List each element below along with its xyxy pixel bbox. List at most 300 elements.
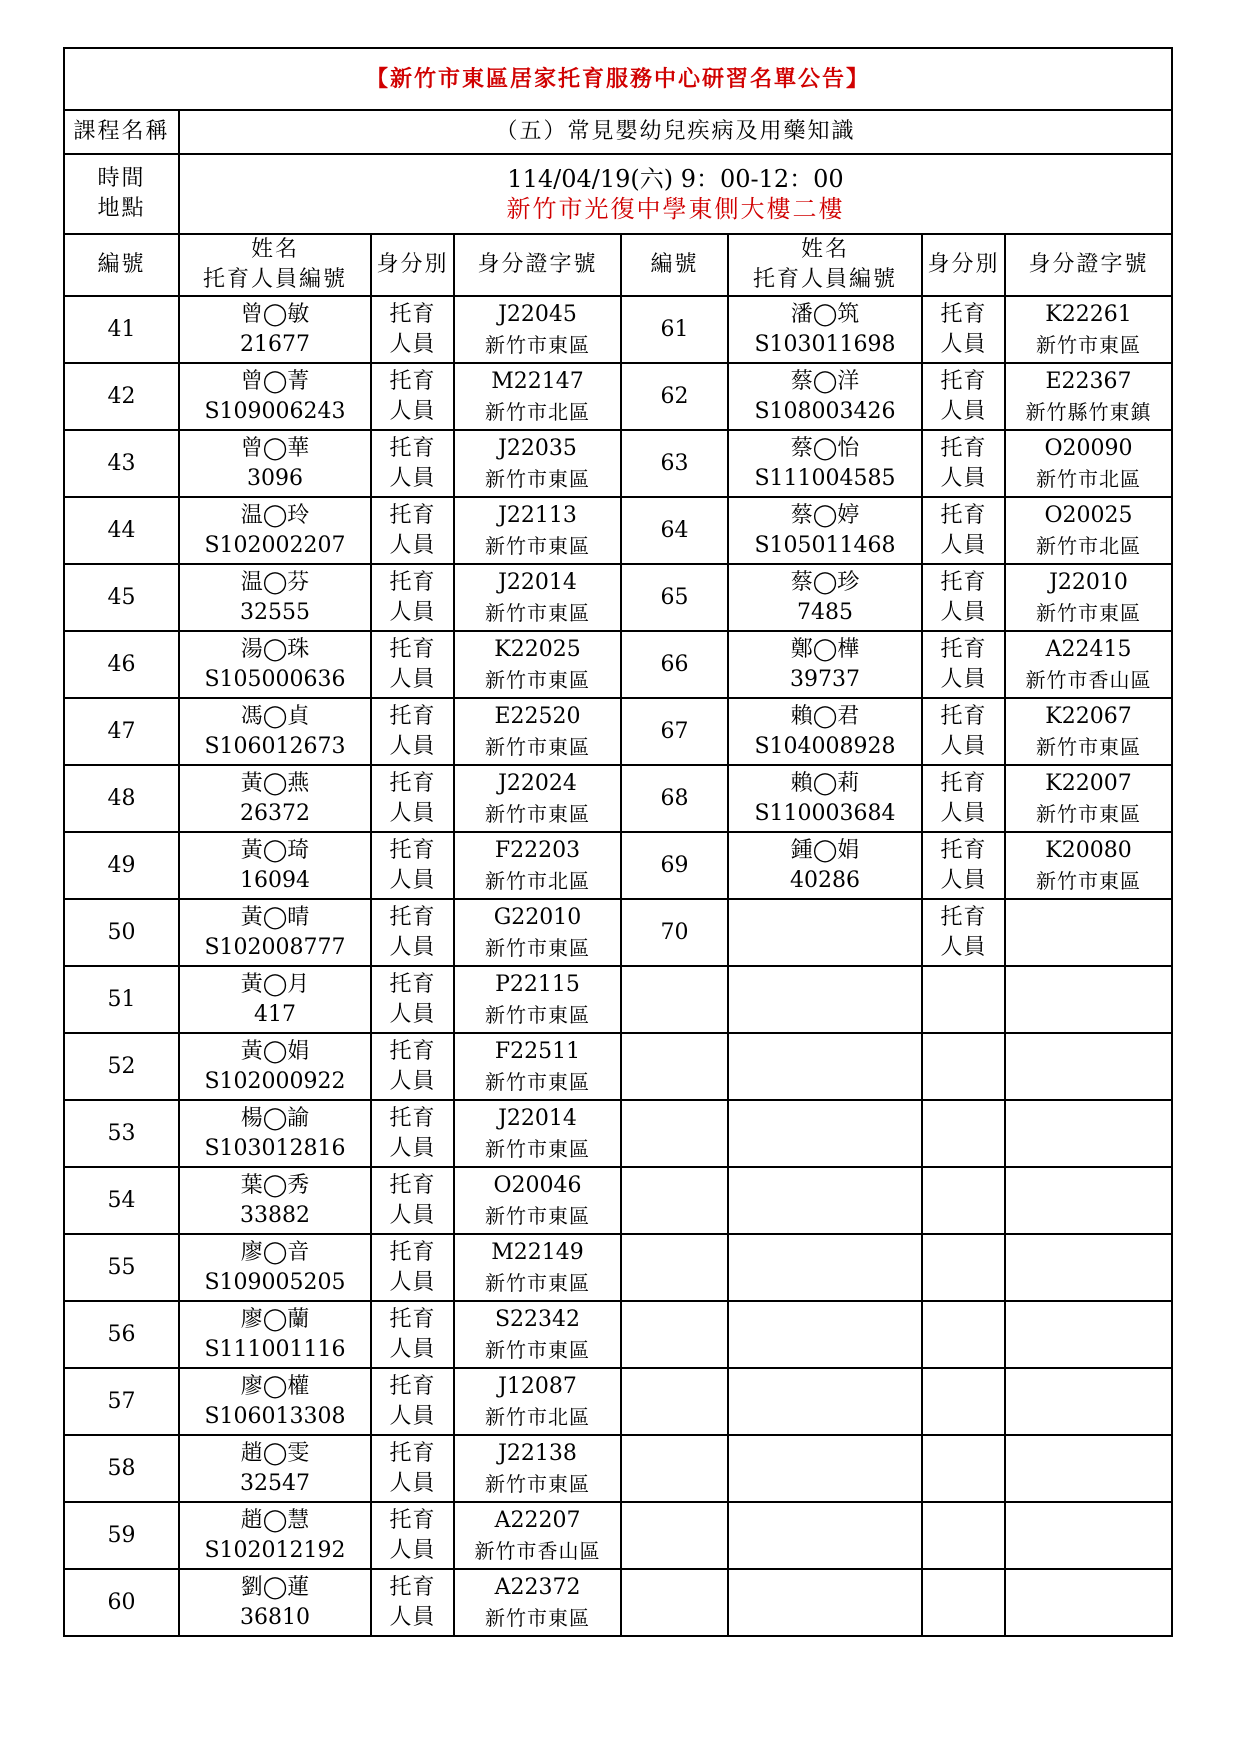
entry-role bbox=[371, 765, 454, 832]
entry-role-line1: 托育 bbox=[389, 1038, 436, 1064]
table-row bbox=[64, 296, 1172, 363]
entry-name: 賴◯莉 bbox=[790, 770, 860, 796]
table-row bbox=[64, 1435, 1172, 1502]
entry-role-line2: 人員 bbox=[389, 1202, 436, 1228]
entry-name-code bbox=[179, 765, 371, 832]
entry-number: 64 bbox=[621, 497, 728, 564]
entry-id-area bbox=[454, 966, 621, 1033]
roster-table bbox=[63, 47, 1173, 1637]
entry-number bbox=[621, 1301, 728, 1368]
entry-id-area bbox=[1005, 1368, 1172, 1435]
entry-name: 賴◯君 bbox=[790, 703, 860, 729]
entry-name: 曾◯華 bbox=[240, 435, 310, 461]
entry-id-area bbox=[454, 430, 621, 497]
entry-role-line2: 人員 bbox=[389, 599, 436, 625]
entry-role-line1: 托育 bbox=[389, 1306, 436, 1332]
entry-role bbox=[922, 1301, 1005, 1368]
entry-number: 41 bbox=[64, 296, 179, 363]
entry-role-line1: 托育 bbox=[389, 770, 436, 796]
entry-role bbox=[371, 1033, 454, 1100]
entry-name: 蔡◯怡 bbox=[790, 435, 860, 461]
entry-role bbox=[371, 698, 454, 765]
entry-caregiver-code: S110003684 bbox=[754, 800, 896, 826]
entry-role bbox=[371, 899, 454, 966]
entry-name: 楊◯諭 bbox=[240, 1105, 310, 1131]
table-row bbox=[64, 1234, 1172, 1301]
entry-role-line1: 托育 bbox=[940, 368, 987, 394]
entry-id-area bbox=[1005, 631, 1172, 698]
entry-caregiver-code: S106013308 bbox=[204, 1403, 346, 1429]
entry-role bbox=[371, 1234, 454, 1301]
header-id: 身分證字號 bbox=[454, 234, 621, 296]
entry-area: 新竹市香山區 bbox=[1025, 667, 1152, 692]
table-row bbox=[64, 698, 1172, 765]
entry-number: 48 bbox=[64, 765, 179, 832]
entry-role-line1: 托育 bbox=[940, 770, 987, 796]
table-row bbox=[64, 1167, 1172, 1234]
entry-role bbox=[922, 497, 1005, 564]
table-row bbox=[64, 497, 1172, 564]
header-role: 身分別 bbox=[922, 234, 1005, 296]
entry-id: K20080 bbox=[1045, 837, 1132, 863]
entry-area: 新竹市北區 bbox=[1036, 533, 1141, 558]
entry-name-code bbox=[728, 631, 922, 698]
table-row bbox=[64, 966, 1172, 1033]
entry-id-area bbox=[454, 631, 621, 698]
entry-name: 趙◯雯 bbox=[240, 1440, 310, 1466]
entry-role bbox=[371, 1301, 454, 1368]
entry-caregiver-code: S103011698 bbox=[754, 331, 896, 357]
entry-role-line1: 托育 bbox=[389, 1507, 436, 1533]
entry-role-line2: 人員 bbox=[389, 1001, 436, 1027]
entry-name-code bbox=[179, 966, 371, 1033]
entry-number: 55 bbox=[64, 1234, 179, 1301]
entry-id-area bbox=[1005, 1167, 1172, 1234]
entry-number bbox=[621, 1100, 728, 1167]
entry-caregiver-code: S103012816 bbox=[204, 1135, 346, 1161]
entry-name-code bbox=[179, 296, 371, 363]
entry-caregiver-code: 32547 bbox=[240, 1470, 310, 1496]
entry-name-code bbox=[179, 430, 371, 497]
entry-number: 53 bbox=[64, 1100, 179, 1167]
entry-role-line2: 人員 bbox=[940, 398, 987, 424]
entry-id-area bbox=[454, 832, 621, 899]
entry-role bbox=[922, 363, 1005, 430]
entry-caregiver-code: S102000922 bbox=[204, 1068, 346, 1094]
entry-name-code bbox=[179, 564, 371, 631]
entry-id: A22415 bbox=[1045, 636, 1132, 662]
column-header-row bbox=[64, 234, 1172, 296]
entry-area: 新竹市東區 bbox=[485, 1203, 590, 1228]
header-name-line2: 托育人員編號 bbox=[202, 267, 347, 292]
entry-caregiver-code: 33882 bbox=[240, 1202, 310, 1228]
entry-role bbox=[371, 1368, 454, 1435]
entry-role bbox=[922, 296, 1005, 363]
entry-caregiver-code: 40286 bbox=[790, 867, 860, 893]
header-role: 身分別 bbox=[371, 234, 454, 296]
entry-area: 新竹市東區 bbox=[485, 1002, 590, 1027]
entry-id: J22035 bbox=[498, 435, 577, 461]
entry-area: 新竹市東區 bbox=[485, 332, 590, 357]
entry-id-area bbox=[454, 1569, 621, 1636]
entry-number: 42 bbox=[64, 363, 179, 430]
entry-id-area bbox=[1005, 1569, 1172, 1636]
entry-id: S22342 bbox=[494, 1306, 581, 1332]
entry-area: 新竹縣竹東鎮 bbox=[1025, 399, 1152, 424]
entry-id: K22261 bbox=[1045, 301, 1132, 327]
entry-area: 新竹市東區 bbox=[485, 1337, 590, 1362]
entry-area: 新竹市東區 bbox=[485, 734, 590, 759]
session-time: 114/04/19(六) 9：00-12：00 bbox=[507, 165, 844, 193]
entry-number: 66 bbox=[621, 631, 728, 698]
entry-name-code bbox=[728, 1100, 922, 1167]
entry-id-area bbox=[1005, 832, 1172, 899]
time-label: 時間 bbox=[97, 166, 146, 191]
entry-name: 葉◯秀 bbox=[240, 1172, 310, 1198]
entry-caregiver-code: 16094 bbox=[240, 867, 310, 893]
entry-id-area bbox=[454, 564, 621, 631]
entry-id-area bbox=[1005, 698, 1172, 765]
entry-number bbox=[621, 1368, 728, 1435]
entry-number: 57 bbox=[64, 1368, 179, 1435]
entry-number: 45 bbox=[64, 564, 179, 631]
entry-role-line2: 人員 bbox=[389, 1068, 436, 1094]
entry-number: 46 bbox=[64, 631, 179, 698]
entry-name: 潘◯筑 bbox=[790, 301, 860, 327]
entry-number: 44 bbox=[64, 497, 179, 564]
entry-role-line2: 人員 bbox=[389, 800, 436, 826]
entry-name: 温◯玲 bbox=[240, 502, 310, 528]
entry-role-line1: 托育 bbox=[389, 904, 436, 930]
header-no: 編號 bbox=[64, 234, 179, 296]
entry-name-code bbox=[179, 1167, 371, 1234]
entry-caregiver-code: S102008777 bbox=[204, 934, 346, 960]
table-row bbox=[64, 363, 1172, 430]
entry-id-area bbox=[454, 1502, 621, 1569]
entry-caregiver-code: 39737 bbox=[790, 666, 860, 692]
entry-id-area bbox=[454, 1100, 621, 1167]
entry-name-code bbox=[728, 1368, 922, 1435]
entry-role bbox=[922, 899, 1005, 966]
entry-area: 新竹市東區 bbox=[485, 600, 590, 625]
entry-area: 新竹市北區 bbox=[485, 868, 590, 893]
entry-area: 新竹市東區 bbox=[485, 533, 590, 558]
entry-role-line2: 人員 bbox=[389, 465, 436, 491]
entry-role bbox=[922, 765, 1005, 832]
entry-id-area bbox=[1005, 1435, 1172, 1502]
table-row bbox=[64, 430, 1172, 497]
entry-role bbox=[922, 1368, 1005, 1435]
entry-number: 59 bbox=[64, 1502, 179, 1569]
entry-role-line1: 托育 bbox=[940, 837, 987, 863]
entry-id-area bbox=[1005, 430, 1172, 497]
entry-area: 新竹市東區 bbox=[1036, 868, 1141, 893]
header-name bbox=[179, 234, 371, 296]
entry-name-code bbox=[728, 1502, 922, 1569]
entry-name: 蔡◯珍 bbox=[790, 569, 860, 595]
entry-role-line1: 托育 bbox=[389, 971, 436, 997]
entry-number: 68 bbox=[621, 765, 728, 832]
entry-role-line1: 托育 bbox=[389, 301, 436, 327]
entry-role-line2: 人員 bbox=[389, 666, 436, 692]
entry-name: 黃◯晴 bbox=[240, 904, 310, 930]
table-row bbox=[64, 1368, 1172, 1435]
entry-name-code bbox=[728, 430, 922, 497]
entry-role bbox=[371, 1167, 454, 1234]
entry-number bbox=[621, 1033, 728, 1100]
entry-area: 新竹市東區 bbox=[1036, 600, 1141, 625]
entry-role-line2: 人員 bbox=[940, 465, 987, 491]
entry-number bbox=[621, 1435, 728, 1502]
entry-name-code bbox=[179, 1100, 371, 1167]
entry-area: 新竹市東區 bbox=[1036, 801, 1141, 826]
entry-caregiver-code: 26372 bbox=[240, 800, 310, 826]
entry-id-area bbox=[454, 698, 621, 765]
entry-role-line1: 托育 bbox=[389, 1574, 436, 1600]
entry-number: 52 bbox=[64, 1033, 179, 1100]
entry-number: 47 bbox=[64, 698, 179, 765]
entry-id-area bbox=[1005, 1033, 1172, 1100]
entry-caregiver-code: S102002207 bbox=[204, 532, 346, 558]
entry-id: J22010 bbox=[1049, 569, 1128, 595]
entry-number bbox=[621, 1569, 728, 1636]
entry-caregiver-code: S102012192 bbox=[204, 1537, 346, 1563]
entry-caregiver-code: 417 bbox=[254, 1001, 296, 1027]
entry-name: 廖◯音 bbox=[240, 1239, 310, 1265]
entry-id: P22115 bbox=[495, 971, 580, 997]
entry-number: 49 bbox=[64, 832, 179, 899]
entry-role-line2: 人員 bbox=[389, 733, 436, 759]
entry-id: F22203 bbox=[494, 837, 581, 863]
entry-role bbox=[922, 1167, 1005, 1234]
entry-id: J22014 bbox=[498, 1105, 577, 1131]
entry-area: 新竹市香山區 bbox=[474, 1538, 601, 1563]
entry-role-line2: 人員 bbox=[389, 398, 436, 424]
entry-role-line1: 托育 bbox=[940, 569, 987, 595]
entry-id: O20090 bbox=[1044, 435, 1133, 461]
entry-id-area bbox=[1005, 1502, 1172, 1569]
entry-name-code bbox=[728, 1234, 922, 1301]
entry-name-code bbox=[728, 899, 922, 966]
entry-name: 蔡◯洋 bbox=[790, 368, 860, 394]
entry-caregiver-code: S108003426 bbox=[754, 398, 896, 424]
header-id: 身分證字號 bbox=[1005, 234, 1172, 296]
header-name-line2: 托育人員編號 bbox=[752, 267, 897, 292]
entry-number: 63 bbox=[621, 430, 728, 497]
entry-role-line2: 人員 bbox=[389, 1269, 436, 1295]
entry-number: 54 bbox=[64, 1167, 179, 1234]
entry-role-line1: 托育 bbox=[389, 502, 436, 528]
entry-name-code bbox=[728, 765, 922, 832]
entry-id-area bbox=[1005, 765, 1172, 832]
entry-id: M22147 bbox=[491, 368, 584, 394]
entry-name: 蔡◯婷 bbox=[790, 502, 860, 528]
entry-name: 黃◯娟 bbox=[240, 1038, 310, 1064]
entry-role-line1: 托育 bbox=[389, 1239, 436, 1265]
entry-name-code bbox=[728, 363, 922, 430]
entry-role bbox=[371, 1435, 454, 1502]
entry-id-area bbox=[1005, 363, 1172, 430]
entry-id-area bbox=[1005, 1100, 1172, 1167]
entry-name: 劉◯蓮 bbox=[240, 1574, 310, 1600]
header-name-line1: 姓名 bbox=[800, 237, 849, 262]
entry-area: 新竹市東區 bbox=[485, 1136, 590, 1161]
entry-role bbox=[371, 430, 454, 497]
entry-area: 新竹市東區 bbox=[485, 935, 590, 960]
entry-role-line1: 托育 bbox=[940, 502, 987, 528]
entry-caregiver-code: S106012673 bbox=[204, 733, 346, 759]
entry-role bbox=[922, 1569, 1005, 1636]
entry-id: A22207 bbox=[494, 1507, 581, 1533]
entry-role bbox=[371, 1100, 454, 1167]
entry-id: O20046 bbox=[493, 1172, 582, 1198]
entry-role bbox=[371, 832, 454, 899]
entry-role bbox=[922, 1502, 1005, 1569]
entry-role-line1: 托育 bbox=[389, 1440, 436, 1466]
entry-id-area bbox=[1005, 1234, 1172, 1301]
entry-area: 新竹市東區 bbox=[485, 1605, 590, 1630]
entry-number: 56 bbox=[64, 1301, 179, 1368]
entry-id: K22025 bbox=[494, 636, 581, 662]
entry-name-code bbox=[179, 1569, 371, 1636]
entry-role-line2: 人員 bbox=[940, 532, 987, 558]
entry-name: 鄭◯樺 bbox=[790, 636, 860, 662]
entry-id-area bbox=[454, 1368, 621, 1435]
header-no: 編號 bbox=[621, 234, 728, 296]
entry-caregiver-code: S104008928 bbox=[754, 733, 896, 759]
entry-role bbox=[371, 1502, 454, 1569]
entry-name-code bbox=[728, 698, 922, 765]
entry-name-code bbox=[179, 1502, 371, 1569]
entry-id-area bbox=[1005, 296, 1172, 363]
entry-id: M22149 bbox=[491, 1239, 584, 1265]
entry-id: F22511 bbox=[494, 1038, 581, 1064]
entry-number: 65 bbox=[621, 564, 728, 631]
entry-role-line1: 托育 bbox=[389, 1172, 436, 1198]
entry-role-line2: 人員 bbox=[389, 1403, 436, 1429]
entry-id: J22024 bbox=[498, 770, 577, 796]
table-row bbox=[64, 1100, 1172, 1167]
entry-name-code bbox=[728, 296, 922, 363]
entry-id-area bbox=[454, 497, 621, 564]
entry-id-area bbox=[454, 1301, 621, 1368]
entry-role-line1: 托育 bbox=[940, 904, 987, 930]
entry-id-area bbox=[454, 1167, 621, 1234]
entry-role-line1: 托育 bbox=[389, 368, 436, 394]
entry-number: 67 bbox=[621, 698, 728, 765]
entry-id: J22138 bbox=[498, 1440, 577, 1466]
entry-caregiver-code: 36810 bbox=[240, 1604, 310, 1630]
entry-number: 69 bbox=[621, 832, 728, 899]
entry-number: 61 bbox=[621, 296, 728, 363]
header-name bbox=[728, 234, 922, 296]
entry-number bbox=[621, 1234, 728, 1301]
entry-id: E22520 bbox=[494, 703, 581, 729]
entry-id-area bbox=[1005, 497, 1172, 564]
entry-name-code bbox=[179, 1234, 371, 1301]
table-row bbox=[64, 1502, 1172, 1569]
table-row bbox=[64, 564, 1172, 631]
entry-role-line2: 人員 bbox=[389, 532, 436, 558]
entry-id: J22045 bbox=[498, 301, 577, 327]
entry-id: K22067 bbox=[1045, 703, 1132, 729]
entry-area: 新竹市北區 bbox=[485, 1404, 590, 1429]
entry-id-area bbox=[1005, 564, 1172, 631]
entry-role-line1: 托育 bbox=[389, 636, 436, 662]
entry-name-code bbox=[728, 1301, 922, 1368]
entry-role bbox=[371, 966, 454, 1033]
entry-role bbox=[922, 698, 1005, 765]
entry-role bbox=[371, 1569, 454, 1636]
entry-role bbox=[922, 1033, 1005, 1100]
entry-id: K22007 bbox=[1045, 770, 1132, 796]
entry-area: 新竹市北區 bbox=[485, 399, 590, 424]
entry-name-code bbox=[728, 1033, 922, 1100]
entry-role bbox=[922, 832, 1005, 899]
entry-role bbox=[922, 1435, 1005, 1502]
entry-area: 新竹市東區 bbox=[485, 1471, 590, 1496]
entry-name: 曾◯菁 bbox=[240, 368, 310, 394]
entry-role bbox=[922, 631, 1005, 698]
entry-id: O20025 bbox=[1044, 502, 1133, 528]
entry-name: 湯◯珠 bbox=[240, 636, 310, 662]
table-row bbox=[64, 631, 1172, 698]
entry-number: 60 bbox=[64, 1569, 179, 1636]
entry-role bbox=[371, 497, 454, 564]
entry-id: E22367 bbox=[1045, 368, 1132, 394]
entry-id: J22014 bbox=[498, 569, 577, 595]
entry-name-code bbox=[179, 698, 371, 765]
entry-area: 新竹市北區 bbox=[1036, 466, 1141, 491]
entry-name-code bbox=[179, 363, 371, 430]
entry-role-line2: 人員 bbox=[389, 1604, 436, 1630]
entry-role-line1: 托育 bbox=[389, 1373, 436, 1399]
entry-id: G22010 bbox=[493, 904, 582, 930]
entry-name-code bbox=[728, 564, 922, 631]
entry-name: 鍾◯娟 bbox=[790, 837, 860, 863]
entry-number bbox=[621, 1502, 728, 1569]
entry-role-line2: 人員 bbox=[940, 867, 987, 893]
entry-role-line1: 托育 bbox=[940, 636, 987, 662]
entry-name: 黃◯燕 bbox=[240, 770, 310, 796]
entry-role bbox=[922, 1100, 1005, 1167]
entry-area: 新竹市東區 bbox=[485, 1270, 590, 1295]
entry-id-area bbox=[454, 363, 621, 430]
entry-name: 馮◯貞 bbox=[240, 703, 310, 729]
entry-number: 58 bbox=[64, 1435, 179, 1502]
course-label: 課程名稱 bbox=[64, 110, 179, 154]
entry-id: J12087 bbox=[498, 1373, 577, 1399]
entry-role bbox=[371, 363, 454, 430]
entry-id-area bbox=[454, 1435, 621, 1502]
entry-role-line2: 人員 bbox=[940, 733, 987, 759]
entry-role-line1: 托育 bbox=[940, 703, 987, 729]
entry-name-code bbox=[179, 1368, 371, 1435]
session-location: 新竹市光復中學東側大樓二樓 bbox=[506, 195, 845, 223]
entry-id: J22113 bbox=[498, 502, 577, 528]
entry-role-line1: 托育 bbox=[940, 301, 987, 327]
entry-name-code bbox=[179, 1033, 371, 1100]
entry-role-line2: 人員 bbox=[389, 1135, 436, 1161]
table-row bbox=[64, 765, 1172, 832]
entry-id: A22372 bbox=[494, 1574, 581, 1600]
entry-id-area bbox=[454, 1234, 621, 1301]
entry-number: 62 bbox=[621, 363, 728, 430]
entry-caregiver-code: 21677 bbox=[240, 331, 310, 357]
entry-caregiver-code: S111001116 bbox=[204, 1336, 346, 1362]
entry-name-code bbox=[728, 497, 922, 564]
entry-name-code bbox=[728, 832, 922, 899]
